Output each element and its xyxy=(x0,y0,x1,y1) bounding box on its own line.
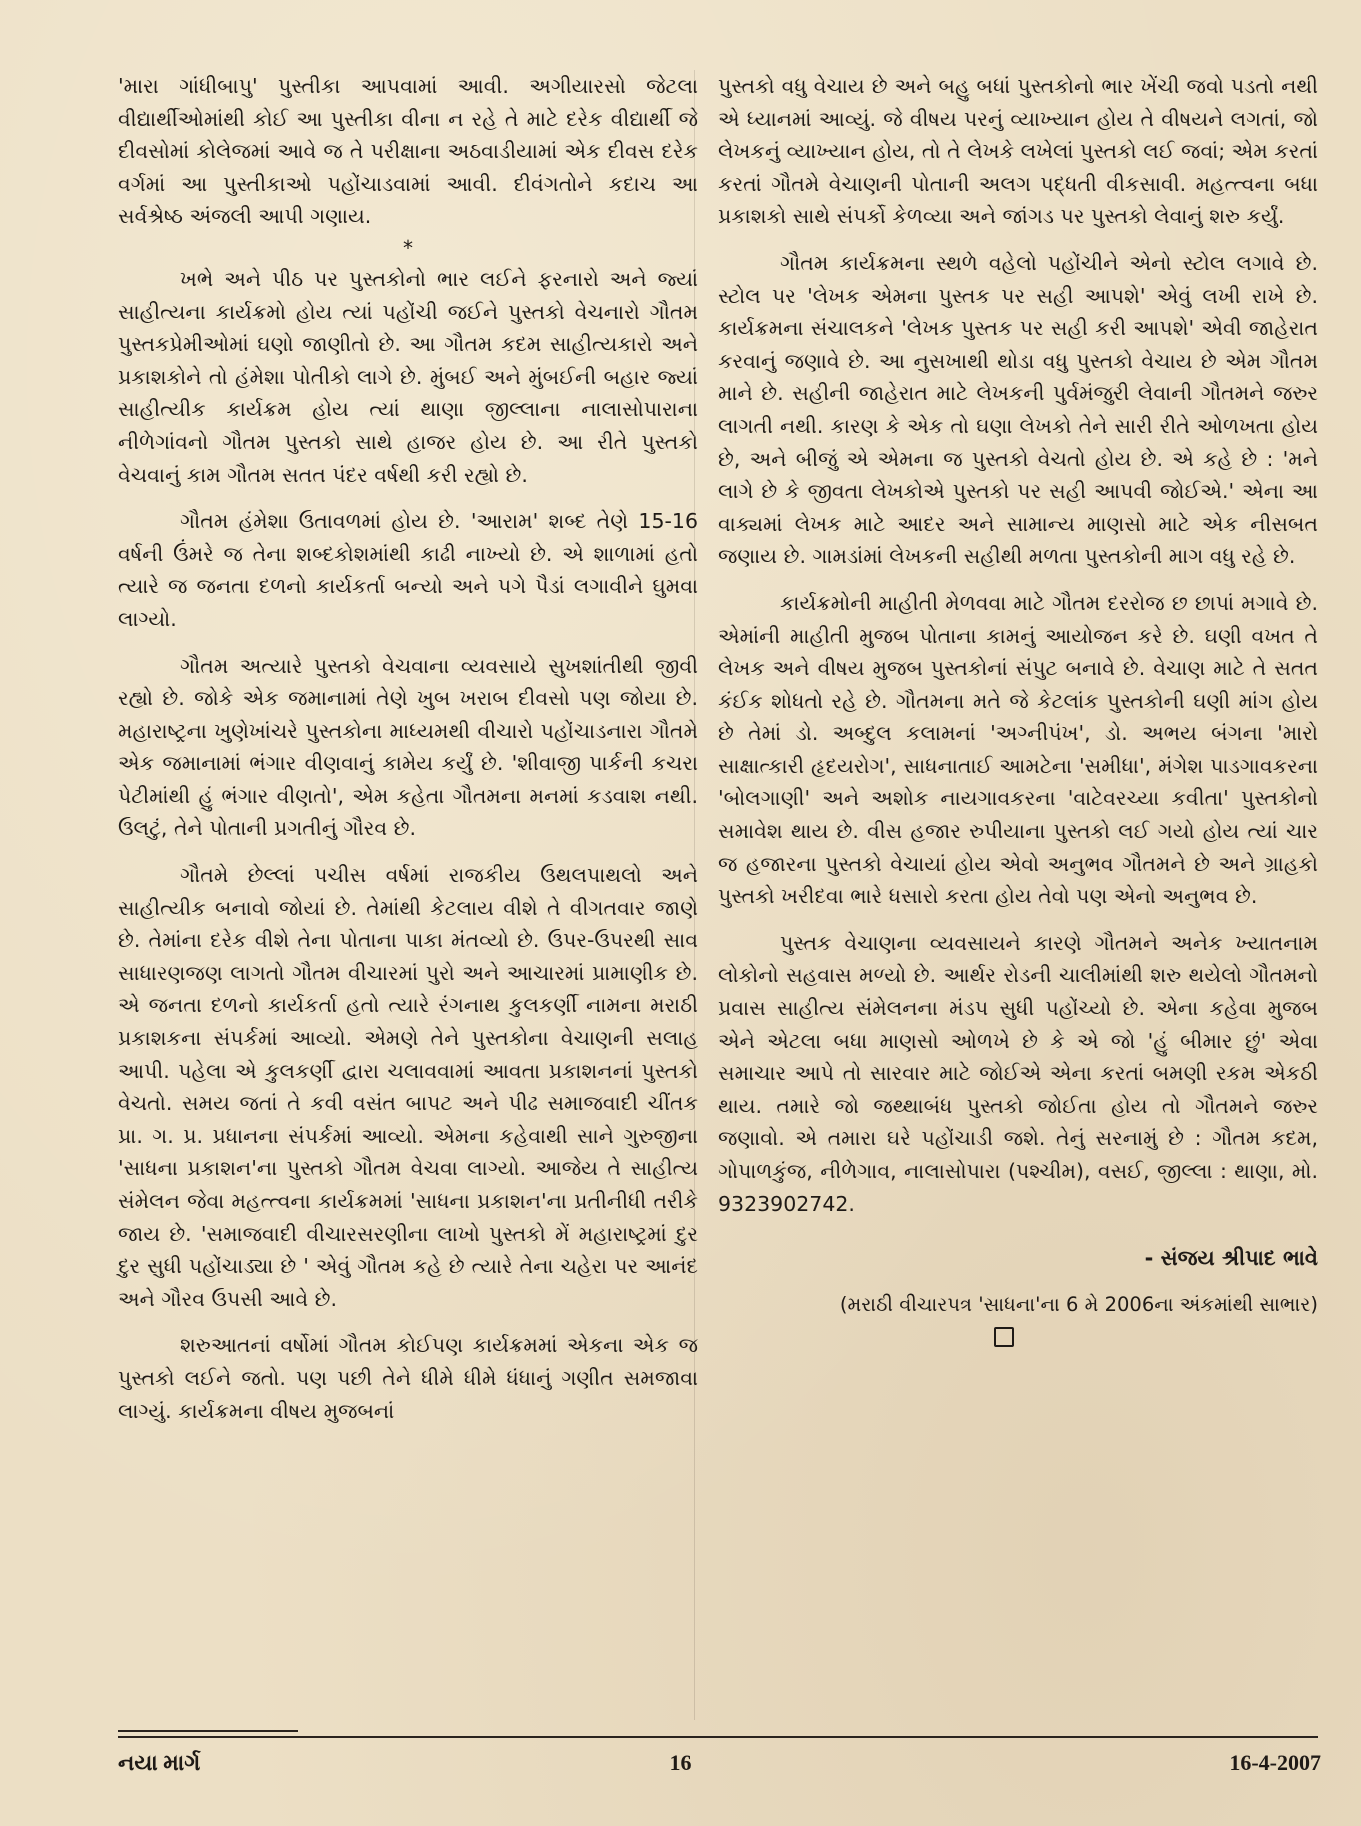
paragraph: શરુઆતનાં વર્ષોમાં ગૌતમ કોઈપણ કાર્યક્રમમાં એકના એક જ પુસ્તકો લઈને જતો. પણ પછી તેને ધીમે ધીમે ધંધાનું ગણીત સમજાવા લાગ્યું. કાર્યક્રમના વીષય મુજબનાં xyxy=(118,1333,698,1423)
column-divider xyxy=(694,70,695,1720)
end-of-article-box-icon xyxy=(994,1327,1014,1347)
footer-rule xyxy=(118,1736,1318,1738)
paragraph: પુસ્તક વેચાણના વ્યવસાયને કારણે ગૌતમને અનેક ખ્યાતનામ લોકોનો સહવાસ મળ્યો છે. આર્થર રોડની ચાલીમાંથી શરુ થયેલો ગૌતમનો પ્રવાસ સાહીત્ય સંમેલનના મંડપ સુધી પહોંચ્યો છે. એના કહેવા મુજબ એને એટલા બધા માણસો ઓળખે છે કે એ જો 'હું બીમાર છું' એવા સમાચાર આપે તો સારવાર માટે જોઈએ એના કરતાં બમણી રકમ એકઠી થાય. તમારે જો જથ્થાબંધ પુસ્તકો જોઈતા હોય તો ગૌતમને જરુર જણાવો. એ તમારા ઘરે પહોંચાડી જશે. તેનું સરનામું છે : ગૌતમ કદમ, ગોપાળકુંજ, નીળેગાવ, નાલાસોપારા (પશ્ચીમ), વસઈ, જીલ્લા : થાણા, મો. 9323902742. xyxy=(718,930,1318,1216)
left-column xyxy=(118,70,698,1441)
paragraph: કાર્યક્રમોની માહીતી મેળવવા માટે ગૌતમ દરરોજ છ છાપાં મગાવે છે. એમાંની માહીતી મુજબ પોતાના કામનું આયોજન કરે છે. ઘણી વખત તે લેખક અને વીષય મુજબ પુસ્તકોનાં સંપુટ બનાવે છે. વેચાણ માટે તે સતત કંઈક શોધતો રહે છે. ગૌતમના મતે જે કેટલાંક પુસ્તકોની ઘણી માંગ હોય છે તેમાં ડો. અબ્દુલ કલામનાં 'અગ્નીપંખ', ડો. અભય બંગના 'મારો સાક્ષાત્કારી હૃદયરોગ', સાધનાતાઈ આમટેના 'સમીધા', મંગેશ પાડગાવકરના 'બોલગાણી' અને અશોક નાયગાવકરના 'વાટેવરચ્યા કવીતા' પુસ્તકોનો સમાવેશ થાય છે. વીસ હજાર રુપીયાના પુસ્તકો લઈ ગયો હોય ત્યાં ચાર જ હજારના પુસ્તકો વેચાયાં હોય એવો અનુભવ ગૌતમને છે અને ગ્રાહકો પુસ્તકો ખરીદવા ભારે ધસારો કરતા હોય તેવો પણ એનો અનુભવ છે. xyxy=(718,590,1318,909)
footer-date: 16-4-2007 xyxy=(1229,1750,1321,1775)
paragraph: ગૌતમ હંમેશા ઉતાવળમાં હોય છે. 'આરામ' શબ્દ તેણે 15-16 વર્ષની ઉંમરે જ તેના શબ્દકોશમાંથી કાઢી નાખ્યો છે. એ શાળામાં હતો ત્યારે જ જનતા દળનો કાર્યકર્તા બન્યો અને પગે પૈડાં લગાવીને ઘુમવા લાગ્યો. xyxy=(118,509,698,631)
footer-publication-name: નયા માર્ગ xyxy=(118,1750,201,1775)
right-column xyxy=(718,70,1318,1347)
paragraph: પુસ્તકો વધુ વેચાય છે અને બહુ બધાં પુસ્તકોનો ભાર ખેંચી જવો પડતો નથી એ ધ્યાનમાં આવ્યું. જે વીષય પરનું વ્યાખ્યાન હોય તે વીષયને લગતાં, જો લેખકનું વ્યાખ્યાન હોય, તો તે લેખકે લખેલાં પુસ્તકો લઈ જવાં; એમ કરતાં કરતાં ગૌતમે વેચાણની પોતાની અલગ પદ્ધતી વીકસાવી. મહત્ત્વના બધા પ્રકાશકો સાથે સંપર્કો કેળવ્યા અને જાંગડ પર પુસ્તકો લેવાનું શરુ કર્યું. xyxy=(718,74,1318,229)
paragraph: ખભે અને પીઠ પર પુસ્તકોનો ભાર લઈને ફરનારો અને જ્યાં સાહીત્યના કાર્યક્રમો હોય ત્યાં પહોંચી જઈને પુસ્તકો વેચનારો ગૌતમ પુસ્તકપ્રેમીઓમાં ઘણો જાણીતો છે. આ ગૌતમ કદમ સાહીત્યકારો અને પ્રકાશકોને તો હંમેશા પોતીકો લાગે છે. મુંબઈ અને મુંબઈની બહાર જ્યાં સાહીત્યીક કાર્યક્રમ હોય ત્યાં થાણા જીલ્લાના નાલાસોપારાના નીળેગાંવનો ગૌતમ પુસ્તકો સાથે હાજર હોય છે. આ રીતે પુસ્તકો વેચવાનું કામ ગૌતમ સતત પંદર વર્ષથી કરી રહ્યો છે. xyxy=(118,266,698,487)
paragraph: ગૌતમ અત્યારે પુસ્તકો વેચવાના વ્યવસાયે સુખશાંતીથી જીવી રહ્યો છે. જોકે એક જમાનામાં તેણે ખુબ ખરાબ દીવસો પણ જોયા છે. મહારાષ્ટ્રના ખુણેખાંચરે પુસ્તકોના માધ્યમથી વીચારો પહોંચાડનારા ગૌતમે એક જમાનામાં ભંગાર વીણવાનું કામેય કર્યું છે. 'શીવાજી પાર્કની કચરા પેટીમાંથી હું ભંગાર વીણતો', એમ કહેતા ગૌતમના મનમાં કડવાશ નથી. ઉલટું, તેને પોતાની પ્રગતીનું ગૌરવ છે. xyxy=(118,653,698,841)
section-separator-star: * xyxy=(403,235,413,260)
paragraph: 'મારા ગાંધીબાપુ' પુસ્તીકા આપવામાં આવી. અગીયારસો જેટલા વીદ્યાર્થીઓમાંથી કોઈ આ પુસ્તીકા વીના ન રહે તે માટે દરેક વીદ્યાર્થી જે દીવસોમાં કોલેજમાં આવે જ તે પરીક્ષાના અઠવાડીયામાં એક દીવસ દરેક વર્ગમાં આ પુસ્તીકાઓ પહોંચાડવામાં આવી. દીવંગતોને કદાચ આ સર્વશ્રેષ્ઠ અંજલી આપી ગણાય. xyxy=(118,74,698,229)
footer-rule-short xyxy=(118,1730,298,1732)
author-byline: - સંજય શ્રીપાદ ભાવે xyxy=(1144,1246,1318,1271)
paragraph: ગૌતમે છેલ્લાં પચીસ વર્ષમાં રાજકીય ઉથલપાથલો અને સાહીત્યીક બનાવો જોયાં છે. તેમાંથી કેટલાય વીશે તે વીગતવાર જાણે છે. તેમાંના દરેક વીશે તેના પોતાના પાકા મંતવ્યો છે. ઉપર-ઉપરથી સાવ સાધારણજણ લાગતો ગૌતમ વીચારમાં પુરો અને આચારમાં પ્રામાણીક છે. એ જનતા દળનો કાર્યકર્તા હતો ત્યારે રંગનાથ કુલકર્ણી નામના મરાઠી પ્રકાશકના સંપર્કમાં આવ્યો. એમણે તેને પુસ્તકોના વેચાણની સલાહ આપી. પહેલા એ કુલકર્ણી દ્વારા ચલાવવામાં આવતા પ્રકાશનનાં પુસ્તકો વેચતો. સમય જતાં તે કવી વસંત બાપટ અને પીઢ સમાજવાદી ચીંતક પ્રા. ગ. પ્ર. પ્રધાનના સંપર્કમાં આવ્યો. એમના કહેવાથી સાને ગુરુજીના 'સાધના પ્રકાશન'ના પુસ્તકો ગૌતમ વેચવા લાગ્યો. આજેય તે સાહીત્ય સંમેલન જેવા મહત્ત્વના કાર્યક્રમમાં 'સાધના પ્રકાશન'ના પ્રતીનીધી તરીકે જાય છે. 'સમાજવાદી વીચારસરણીના લાખો પુસ્તકો મેં મહારાષ્ટ્રમાં દુર દુર સુધી પહોંચાડ્યા છે ' એવું ગૌતમ કહે છે ત્યારે તેના ચહેરા પર આનંદ અને ગૌરવ ઉપસી આવે છે. xyxy=(118,863,698,1311)
source-credit: (મરાઠી વીચારપત્ર 'સાધના'ના 6 મે 2006ના અંકમાંથી સાભાર) xyxy=(839,1292,1318,1316)
footer-page-number: 16 xyxy=(669,1750,692,1775)
paragraph: ગૌતમ કાર્યક્રમના સ્થળે વહેલો પહોંચીને એનો સ્ટોલ લગાવે છે. સ્ટોલ પર 'લેખક એમના પુસ્તક પર સહી આપશે' એવું લખી રાખે છે. કાર્યક્રમના સંચાલકને 'લેખક પુસ્તક પર સહી કરી આપશે' એવી જાહેરાત કરવાનું જણાવે છે. આ નુસખાથી થોડા વધુ પુસ્તકો વેચાય છે એમ ગૌતમ માને છે. સહીની જાહેરાત માટે લેખકની પુર્વમંજુરી લેવાની ગૌતમને જરુર લાગતી નથી. કારણ કે એક તો ઘણા લેખકો તેને સારી રીતે ઓળખતા હોય છે, અને બીજું એ એમના જ પુસ્તકો વેચતો હોય છે. એ કહે છે : 'મને લાગે છે કે જીવતા લેખકોએ પુસ્તકો પર સહી આપવી જોઈએ.' એના આ વાક્યમાં લેખક માટે આદર અને સામાન્ય માણસો માટે એક નીસબત જણાય છે. ગામડાંમાં લેખકની સહીથી મળતા પુસ્તકોની માગ વધુ રહે છે. xyxy=(718,250,1318,569)
